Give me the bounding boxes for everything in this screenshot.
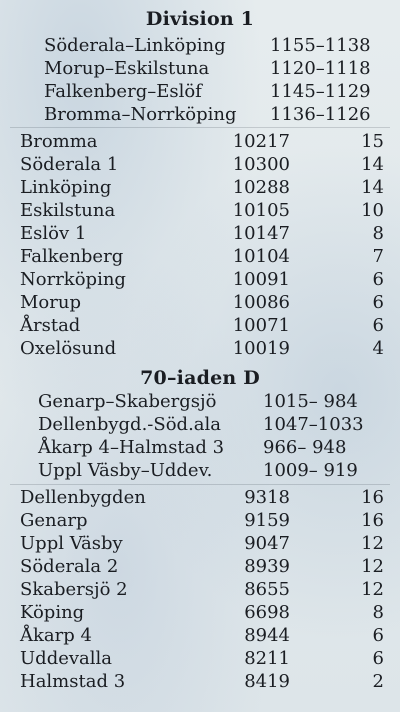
team-rank: 12 <box>361 579 384 600</box>
team-rank: 14 <box>361 177 384 198</box>
team-name: Eskilstuna <box>20 200 116 221</box>
team-name: Linköping <box>20 177 112 198</box>
team-points: 8944 <box>244 625 290 646</box>
standings-row <box>0 177 400 200</box>
team-rank: 6 <box>372 269 384 290</box>
standings-row <box>0 579 400 602</box>
team-points: 10104 <box>232 246 290 267</box>
team-name: Eslöv 1 <box>20 223 87 244</box>
team-points: 8939 <box>244 556 290 577</box>
standings-row <box>0 315 400 338</box>
team-points: 9159 <box>244 510 290 531</box>
match-row <box>0 391 400 414</box>
team-rank: 8 <box>372 602 384 623</box>
standings-row <box>0 671 400 694</box>
team-name: Köping <box>20 602 85 623</box>
standings-row <box>0 223 400 246</box>
team-points: 10217 <box>232 131 290 152</box>
team-rank: 12 <box>361 533 384 554</box>
team-rank: 6 <box>372 648 384 669</box>
match-score: 1145–1129 <box>270 81 371 102</box>
team-rank: 10 <box>361 200 384 221</box>
standings-row <box>0 556 400 579</box>
team-points: 8419 <box>244 671 290 692</box>
match-score: 1009– 919 <box>263 460 358 481</box>
standings-row <box>0 510 400 533</box>
team-name: Falkenberg <box>20 246 124 267</box>
team-points: 10147 <box>232 223 290 244</box>
match-row <box>0 460 400 483</box>
match-row <box>0 437 400 460</box>
match-row <box>0 35 400 58</box>
division70-title: 70–iaden D <box>140 367 260 389</box>
team-rank: 7 <box>372 246 384 267</box>
team-rank: 4 <box>372 338 384 359</box>
match-teams: Söderala–Linköping <box>44 35 226 56</box>
team-name: Söderala 2 <box>20 556 119 577</box>
team-name: Åkarp 4 <box>20 625 92 646</box>
section-divider <box>10 127 390 128</box>
standings-row <box>0 533 400 556</box>
team-name: Oxelösund <box>20 338 117 359</box>
match-teams: Morup–Eskilstuna <box>44 58 210 79</box>
standings-row <box>0 338 400 361</box>
team-rank: 6 <box>372 315 384 336</box>
standings-row <box>0 200 400 223</box>
standings-row <box>0 487 400 510</box>
team-rank: 14 <box>361 154 384 175</box>
match-row <box>0 58 400 81</box>
team-name: Dellenbygden <box>20 487 146 508</box>
team-points: 10300 <box>232 154 290 175</box>
standings-row <box>0 648 400 671</box>
team-rank: 6 <box>372 292 384 313</box>
team-rank: 16 <box>361 510 384 531</box>
team-points: 10105 <box>232 200 290 221</box>
match-score: 1136–1126 <box>270 104 371 125</box>
section-divider <box>10 484 390 485</box>
team-points: 8211 <box>244 648 290 669</box>
team-points: 8655 <box>244 579 290 600</box>
team-name: Årstad <box>20 315 81 336</box>
match-score: 1015– 984 <box>263 391 358 412</box>
team-points: 9318 <box>244 487 290 508</box>
team-points: 10071 <box>232 315 290 336</box>
match-teams: Falkenberg–Eslöf <box>44 81 202 102</box>
standings-row <box>0 292 400 315</box>
team-rank: 6 <box>372 625 384 646</box>
team-name: Morup <box>20 292 81 313</box>
team-name: Norrköping <box>20 269 126 290</box>
standings-row <box>0 246 400 269</box>
team-name: Halmstad 3 <box>20 671 126 692</box>
standings-row <box>0 269 400 292</box>
match-teams: Åkarp 4–Halmstad 3 <box>38 437 225 458</box>
team-rank: 2 <box>372 671 384 692</box>
standings-row <box>0 131 400 154</box>
match-row <box>0 414 400 437</box>
standings-row <box>0 625 400 648</box>
team-points: 10091 <box>232 269 290 290</box>
team-points: 10019 <box>232 338 290 359</box>
team-name: Skabersjö 2 <box>20 579 128 600</box>
team-rank: 8 <box>372 223 384 244</box>
team-points: 9047 <box>244 533 290 554</box>
division1-title: Division 1 <box>145 8 255 30</box>
standings-row <box>0 602 400 625</box>
team-name: Bromma <box>20 131 98 152</box>
match-row <box>0 104 400 127</box>
team-name: Genarp <box>20 510 88 531</box>
match-row <box>0 81 400 104</box>
team-points: 10288 <box>232 177 290 198</box>
match-teams: Genarp–Skabergsjö <box>38 391 217 412</box>
match-score: 1120–1118 <box>270 58 371 79</box>
team-points: 6698 <box>244 602 290 623</box>
team-points: 10086 <box>232 292 290 313</box>
team-rank: 12 <box>361 556 384 577</box>
match-teams: Uppl Väsby–Uddev. <box>38 460 213 481</box>
match-score: 1155–1138 <box>270 35 371 56</box>
match-score: 966– 948 <box>263 437 347 458</box>
team-name: Uddevalla <box>20 648 113 669</box>
team-name: Söderala 1 <box>20 154 119 175</box>
match-score: 1047–1033 <box>263 414 364 435</box>
team-name: Uppl Väsby <box>20 533 123 554</box>
standings-row <box>0 154 400 177</box>
match-teams: Dellenbygd.-Söd.ala <box>38 414 222 435</box>
team-rank: 16 <box>361 487 384 508</box>
team-rank: 15 <box>361 131 384 152</box>
match-teams: Bromma–Norrköping <box>44 104 237 125</box>
